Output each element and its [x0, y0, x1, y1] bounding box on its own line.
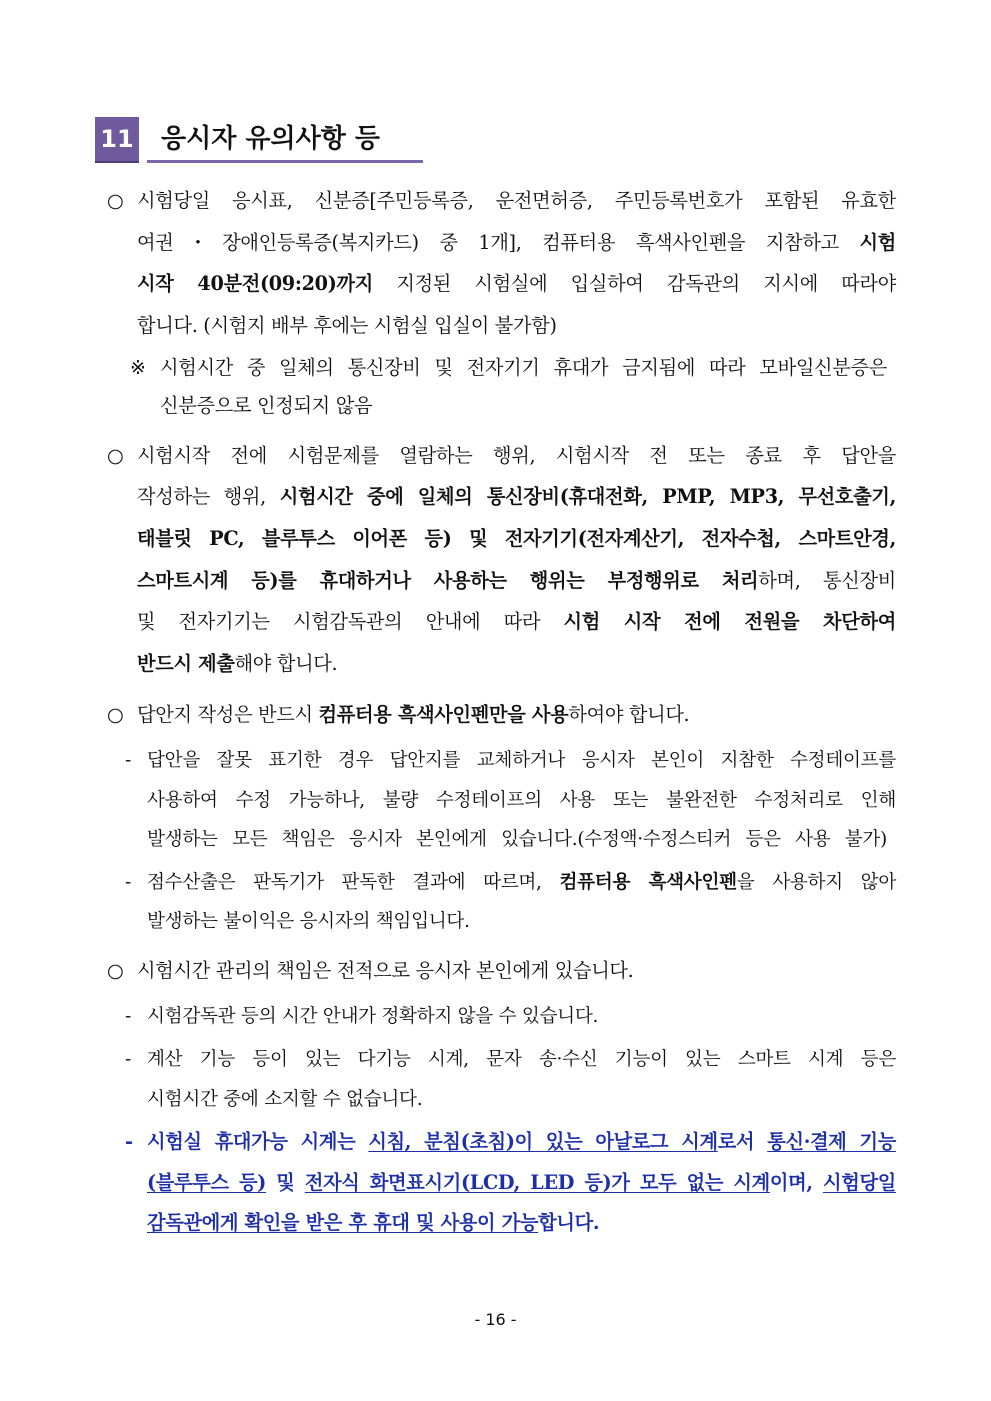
subitem-line: 발생하는 모든 책임은 응시자 본인에게 있습니다.(수정액·수정스티커 등은 사용 불가) [147, 829, 887, 850]
text-run: 합니다. [538, 1211, 600, 1234]
paragraph-line [137, 700, 689, 730]
paragraph-line: 시험당일 응시표, 신분증[주민등록증, 운전면허증, 주민등록번호가 포함된 유효한 [137, 189, 896, 212]
paragraph-line [137, 269, 896, 299]
paragraph-line: 합니다. (시험지 배부 후에는 시험실 입실이 불가함) [137, 314, 557, 337]
bold-text: 시험 시작 전에 전원을 차단하여 [563, 610, 896, 633]
section-title: 응시자 유의사항 등 [147, 117, 423, 163]
note-line: 신분증으로 인정되지 않음 [160, 394, 373, 417]
underlined-text: (블루투스 등) [147, 1171, 267, 1194]
text-run: 및 전자기기는 시험감독관의 안내에 따라 [137, 610, 564, 633]
dash-marker: - [125, 1130, 133, 1153]
bullet-circle: ○ [107, 189, 124, 212]
bold-text: 태블릿 PC, 블루투스 이어폰 등) 및 전자기기(전자계산기, 전자수첩, 스마트안경, [137, 527, 896, 550]
bullet-circle: ○ [107, 703, 124, 726]
reference-mark: ※ [130, 356, 146, 379]
paragraph-line [137, 482, 896, 512]
subitem-line [147, 1127, 896, 1157]
text-run: 지정된 시험실에 입실하여 감독관의 지시에 따라야 [372, 272, 896, 295]
bold-text: 시험시간 중에 일체의 통신장비(휴대전화, PMP, MP3, 무선호출기, [279, 485, 897, 508]
bullet-circle: ○ [107, 959, 124, 982]
subitem-line: 계산 기능 등이 있는 다기능 시계, 문자 송·수신 기능이 있는 스마트 시계 등은 [147, 1049, 896, 1070]
subitem-line: 시험감독관 등의 시간 안내가 정확하지 않을 수 있습니다. [147, 1006, 599, 1027]
text-run: 답안지 작성은 반드시 [137, 703, 319, 726]
bold-text: 컴퓨터용 흑색사인펜 [559, 872, 737, 893]
subitem-line [147, 868, 896, 898]
subitem-line: 답안을 잘못 표기한 경우 답안지를 교체하거나 응시자 본인이 지참한 수정테이프를 [147, 750, 896, 771]
subitem-line: 발생하는 불이익은 응시자의 책임입니다. [147, 911, 470, 932]
page-number: - 16 - [474, 1310, 517, 1329]
text-run: 하며, 통신장비 [758, 569, 896, 592]
paragraph-line [137, 524, 896, 554]
bullet-circle: ○ [107, 444, 124, 467]
dash-marker: - [125, 1006, 131, 1027]
bold-text: 시작 40분전(09:20)까지 [137, 272, 373, 295]
section-number-badge: 11 [95, 117, 139, 163]
bold-text: 시험 [859, 231, 896, 254]
text-run: 이며, [769, 1171, 824, 1194]
bold-text: 스마트시계 등)를 휴대하거나 사용하는 행위는 부정행위로 처리 [137, 569, 759, 592]
text-run: 작성하는 행위, [137, 485, 280, 508]
note-line: 시험시간 중 일체의 통신장비 및 전자기기 휴대가 금지됨에 따라 모바일신분증은 [160, 356, 887, 379]
section-heading [95, 117, 423, 163]
paragraph-line [137, 566, 896, 596]
text-run: 로서 [717, 1130, 768, 1153]
paragraph-line [137, 228, 896, 258]
paragraph-line [137, 607, 896, 637]
text-run: 여권・장애인등록증(복지카드) 중 1개], 컴퓨터용 흑색사인펜을 지참하고 [137, 231, 860, 254]
underlined-text: 전자식 화면표시기(LCD, LED 등)가 모두 없는 시계 [304, 1171, 770, 1194]
dash-marker: - [125, 872, 131, 893]
subitem-line: 사용하여 수정 가능하나, 불량 수정테이프의 사용 또는 불완전한 수정처리로 인해 [147, 790, 896, 811]
underlined-text: 감독관에게 확인을 받은 후 휴대 및 사용이 가능 [147, 1211, 539, 1234]
text-run: 하여야 합니다. [568, 703, 690, 726]
text-run: 점수산출은 판독기가 판독한 결과에 따르며, [147, 872, 560, 893]
subitem-line: 시험시간 중에 소지할 수 없습니다. [147, 1089, 423, 1110]
text-run: 시험실 휴대가능 시계는 [147, 1130, 369, 1153]
subitem-line [147, 1208, 599, 1238]
bold-text: 컴퓨터용 흑색사인펜만을 사용 [318, 703, 569, 726]
underlined-text: 통신·결제 기능 [767, 1130, 896, 1153]
bold-text: 반드시 제출 [137, 652, 235, 675]
underlined-text: 시침, 분침(초침)이 있는 아날로그 시계 [368, 1130, 718, 1153]
dash-marker: - [125, 1049, 131, 1070]
underlined-text: 시험당일 [823, 1171, 896, 1194]
text-run: 을 사용하지 않아 [736, 872, 896, 893]
paragraph-line: 시험시작 전에 시험문제를 열람하는 행위, 시험시작 전 또는 종료 후 답안을 [137, 444, 896, 467]
paragraph-line: 시험시간 관리의 책임은 전적으로 응시자 본인에게 있습니다. [137, 959, 634, 982]
text-run: 해야 합니다. [234, 652, 338, 675]
dash-marker: - [125, 750, 131, 771]
paragraph-line [137, 649, 337, 679]
text-run: 및 [266, 1171, 305, 1194]
subitem-line [147, 1168, 896, 1198]
